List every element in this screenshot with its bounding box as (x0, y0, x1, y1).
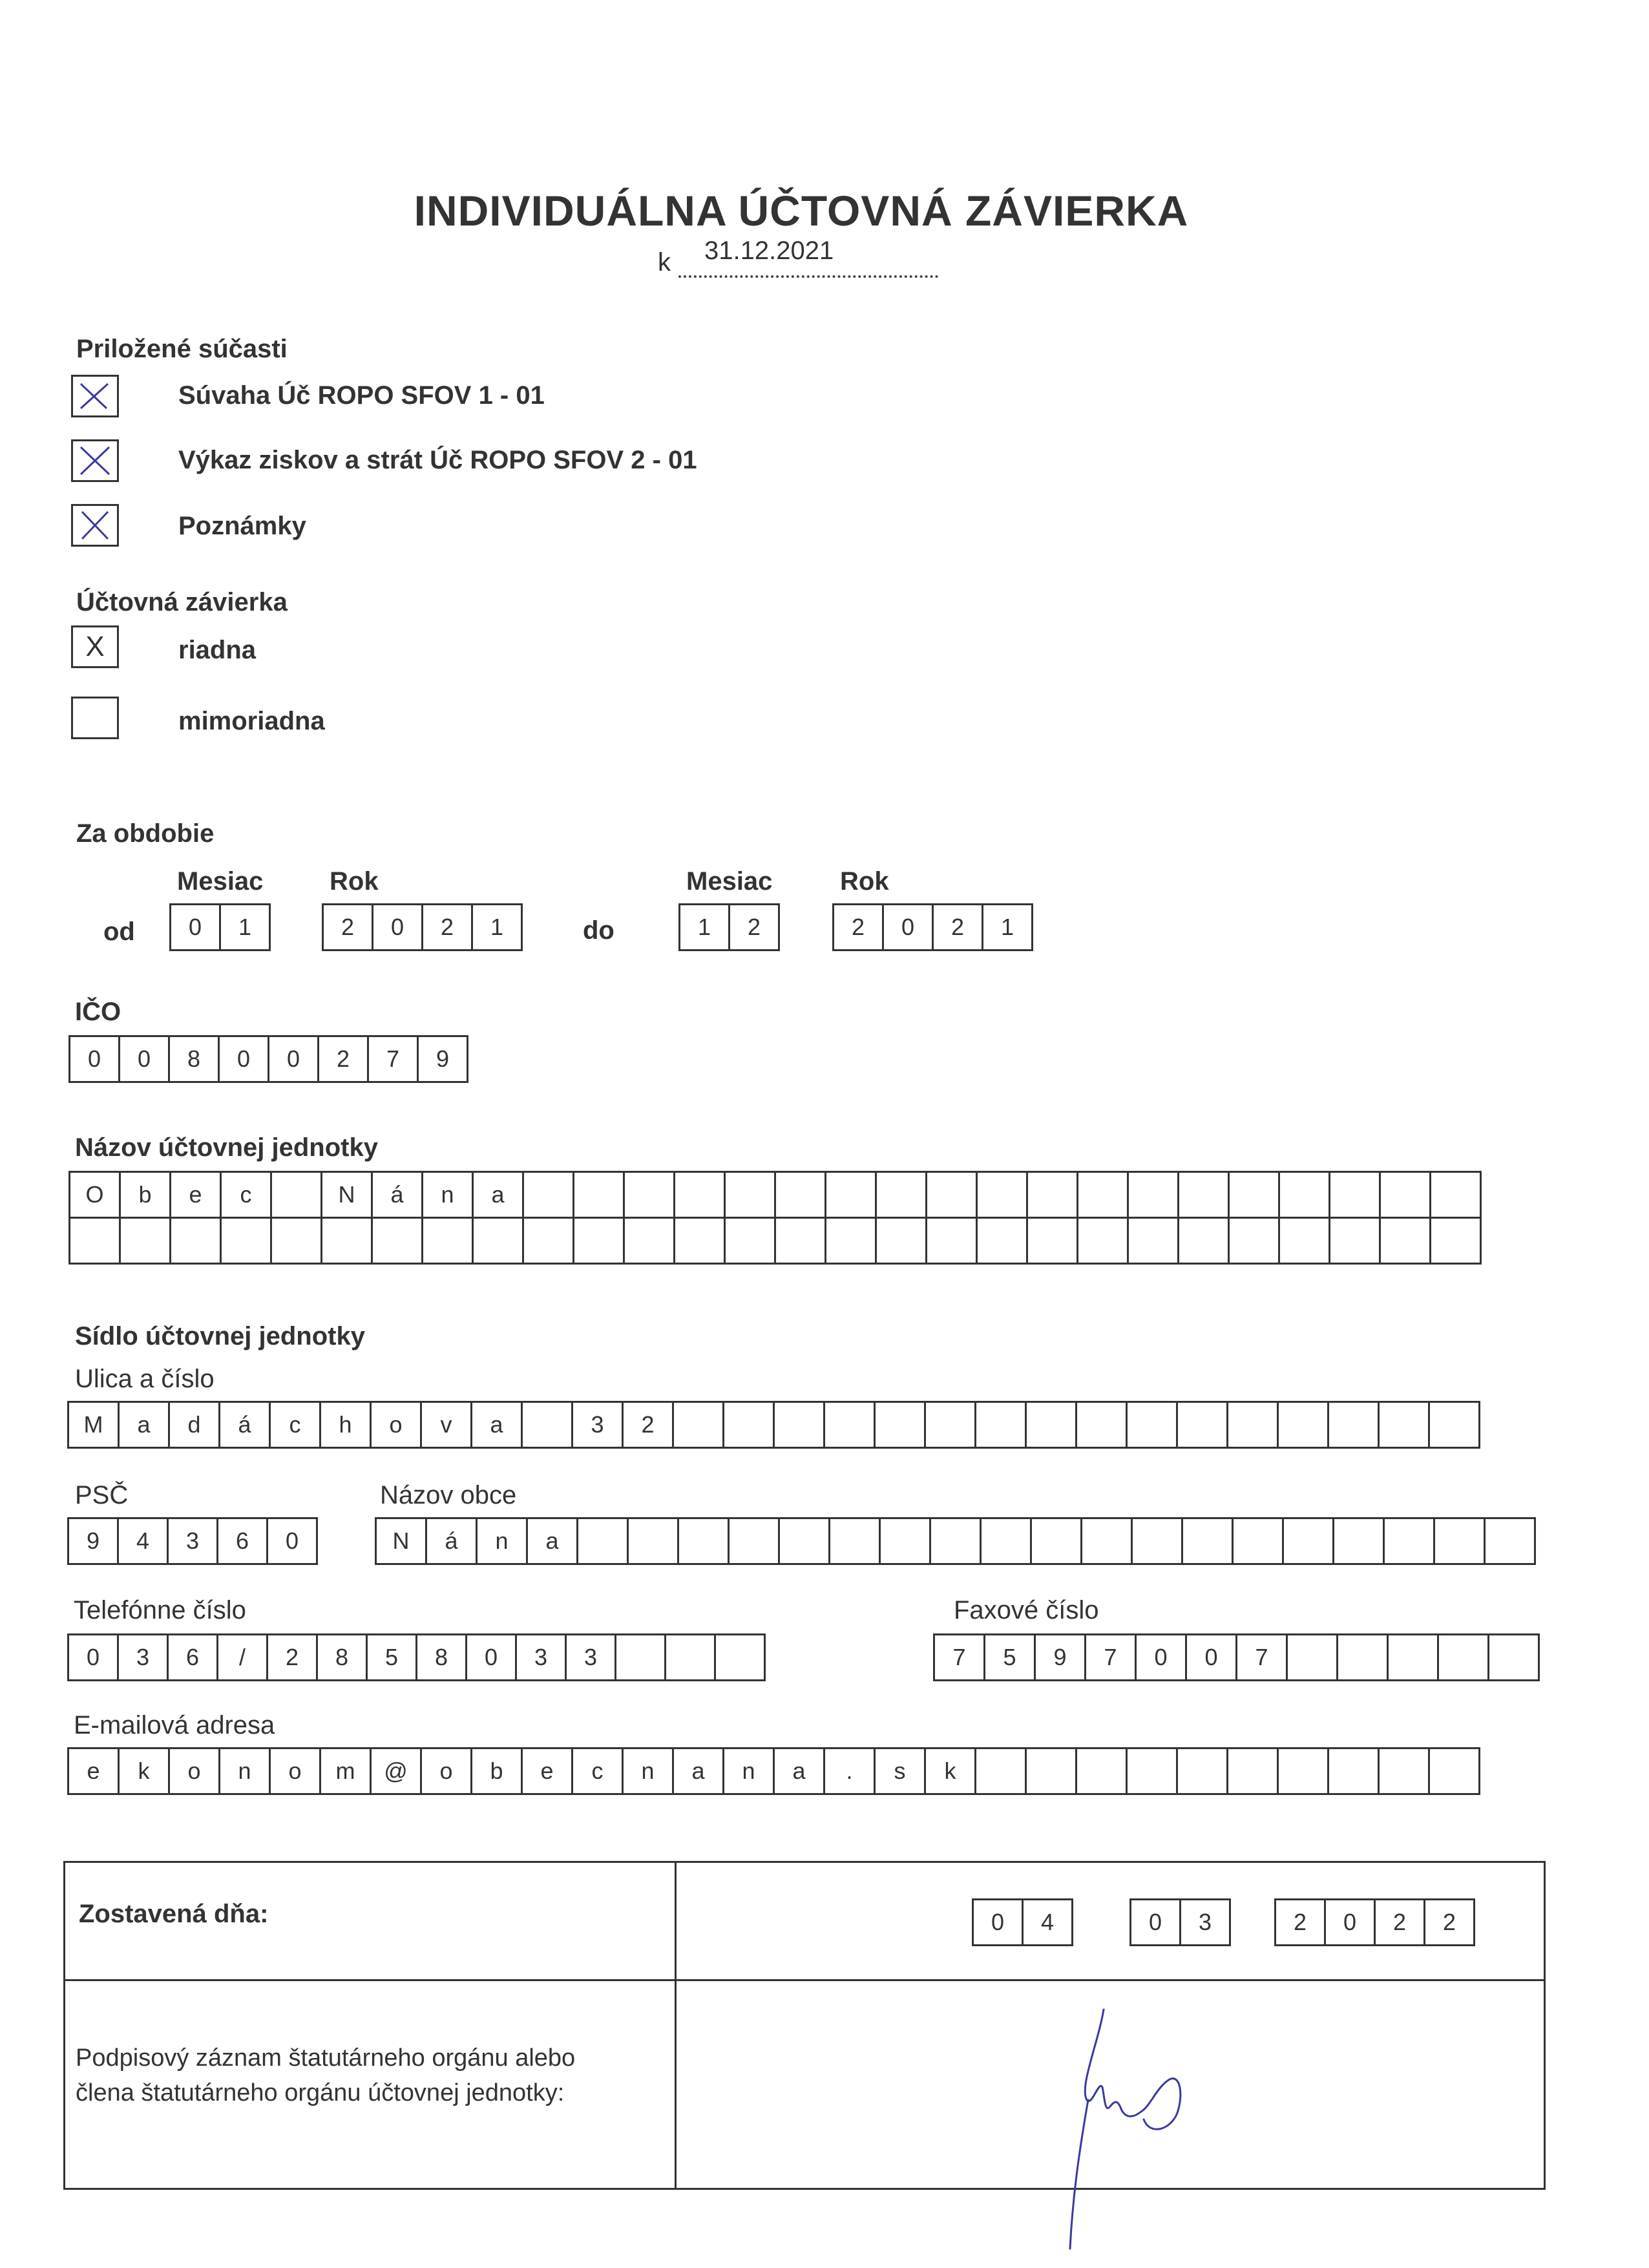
char-cell[interactable] (572, 1217, 625, 1265)
char-cell[interactable]: o (168, 1747, 220, 1795)
char-cell[interactable] (1428, 1401, 1480, 1449)
char-cell[interactable] (623, 1171, 675, 1219)
checkbox-poznamky[interactable] (71, 504, 119, 547)
email-cells[interactable] (67, 1747, 1480, 1795)
char-cell[interactable]: v (420, 1401, 472, 1449)
char-cell[interactable] (1176, 1747, 1228, 1795)
year-label: Rok (330, 867, 379, 896)
char-cell[interactable] (1327, 1401, 1380, 1449)
char-cell[interactable] (421, 1217, 474, 1265)
char-cell[interactable]: h (319, 1401, 372, 1449)
char-cell[interactable] (773, 1401, 825, 1449)
char-cell[interactable] (1181, 1517, 1234, 1565)
char-cell[interactable]: 0 (1135, 1633, 1187, 1681)
street-label: Ulica a číslo (75, 1365, 215, 1393)
attached-item-label: Poznámky (178, 512, 306, 540)
char-cell[interactable]: b (119, 1171, 171, 1219)
char-cell[interactable] (572, 1171, 625, 1219)
char-cell[interactable]: 2 (266, 1633, 318, 1681)
fax-cells[interactable] (933, 1633, 1540, 1681)
char-cell[interactable]: a (118, 1401, 170, 1449)
compiled-year-cells[interactable] (1274, 1898, 1475, 1946)
char-cell[interactable]: 2 (728, 903, 780, 951)
checkbox-suvaha[interactable] (71, 375, 119, 417)
char-cell[interactable]: o (269, 1747, 321, 1795)
char-cell[interactable]: 3 (571, 1401, 624, 1449)
char-cell[interactable]: 0 (118, 1035, 170, 1083)
char-cell[interactable]: 2 (1274, 1898, 1326, 1946)
closing-heading: Účtovná závierka (76, 588, 288, 616)
table-divider (675, 1861, 677, 2190)
char-cell[interactable]: s (874, 1747, 926, 1795)
char-cell[interactable]: 1 (678, 903, 730, 951)
char-cell[interactable] (728, 1517, 780, 1565)
phone-label: Telefónne číslo (74, 1596, 246, 1624)
char-cell[interactable]: 5 (983, 1633, 1036, 1681)
seat-label: Sídlo účtovnej jednotky (75, 1322, 365, 1350)
char-cell[interactable]: 2 (622, 1401, 674, 1449)
char-cell[interactable] (1030, 1517, 1082, 1565)
char-cell[interactable]: a (470, 1401, 523, 1449)
char-cell[interactable]: n (622, 1747, 674, 1795)
char-cell[interactable] (1487, 1633, 1540, 1681)
signature-label-line: člena štatutárneho orgánu účtovnej jednotky: (76, 2079, 565, 2106)
char-cell[interactable] (879, 1517, 931, 1565)
char-cell[interactable] (724, 1217, 776, 1265)
char-cell[interactable] (672, 1401, 724, 1449)
city-label: Názov obce (380, 1481, 517, 1509)
char-cell[interactable] (673, 1171, 726, 1219)
char-cell[interactable]: 8 (168, 1035, 220, 1083)
char-cell[interactable] (1277, 1401, 1329, 1449)
char-cell[interactable] (1387, 1633, 1439, 1681)
char-cell[interactable]: N (320, 1171, 373, 1219)
char-cell[interactable] (828, 1517, 881, 1565)
char-cell[interactable]: 8 (415, 1633, 467, 1681)
char-cell[interactable] (1226, 1747, 1279, 1795)
char-cell[interactable]: n (421, 1171, 474, 1219)
char-cell[interactable]: a (773, 1747, 825, 1795)
date-value[interactable]: 31.12.2021 (704, 236, 834, 265)
char-cell[interactable] (119, 1217, 171, 1265)
char-cell[interactable]: á (371, 1171, 423, 1219)
ico-label: IČO (75, 998, 121, 1026)
char-cell[interactable]: 0 (972, 1898, 1024, 1946)
char-cell[interactable]: 9 (417, 1035, 468, 1083)
char-cell[interactable]: @ (370, 1747, 422, 1795)
char-cell[interactable]: o (420, 1747, 472, 1795)
char-cell[interactable]: c (571, 1747, 624, 1795)
char-cell[interactable]: 0 (169, 903, 221, 951)
char-cell[interactable] (1282, 1517, 1334, 1565)
year-label: Rok (840, 867, 889, 896)
char-cell[interactable]: . (823, 1747, 876, 1795)
char-cell[interactable]: 5 (366, 1633, 417, 1681)
char-cell[interactable]: e (169, 1171, 222, 1219)
char-cell[interactable] (220, 1217, 272, 1265)
city-cells[interactable] (375, 1517, 1536, 1565)
char-cell[interactable] (714, 1633, 766, 1681)
char-cell[interactable]: n (218, 1747, 271, 1795)
to-month-cells[interactable] (678, 903, 780, 951)
period-heading: Za obdobie (76, 819, 215, 848)
char-cell[interactable] (976, 1217, 1028, 1265)
char-cell[interactable] (824, 1171, 877, 1219)
char-cell[interactable] (1437, 1633, 1489, 1681)
char-cell[interactable] (1329, 1171, 1381, 1219)
char-cell[interactable]: 0 (1185, 1633, 1237, 1681)
char-cell[interactable] (1126, 1747, 1178, 1795)
char-cell[interactable]: 3 (565, 1633, 616, 1681)
char-cell[interactable]: 4 (117, 1517, 169, 1565)
fax-label: Faxové číslo (954, 1596, 1099, 1624)
char-cell[interactable]: 0 (67, 1633, 119, 1681)
char-cell[interactable] (974, 1747, 1027, 1795)
char-cell[interactable] (1026, 1171, 1078, 1219)
char-cell[interactable] (875, 1217, 927, 1265)
char-cell[interactable]: 2 (421, 903, 473, 951)
checkbox-mimoriadna[interactable] (71, 697, 119, 739)
char-cell[interactable] (1277, 1747, 1329, 1795)
char-cell[interactable]: 9 (1034, 1633, 1086, 1681)
signature-label-line: Podpisový záznam štatutárneho orgánu alebo (76, 2044, 576, 2072)
char-cell[interactable] (1428, 1747, 1480, 1795)
char-cell[interactable] (974, 1401, 1027, 1449)
char-cell[interactable]: 1 (219, 903, 271, 951)
char-cell[interactable] (1177, 1171, 1230, 1219)
psc-label: PSČ (75, 1481, 129, 1509)
month-label: Mesiac (177, 867, 264, 896)
char-cell[interactable]: 0 (1129, 1898, 1181, 1946)
attached-item-label: Výkaz ziskov a strát Úč ROPO SFOV 2 - 01 (178, 446, 697, 474)
char-cell[interactable]: a (472, 1171, 524, 1219)
name-row1-cells[interactable] (68, 1171, 1482, 1219)
char-cell[interactable] (1176, 1401, 1228, 1449)
char-cell[interactable]: 0 (68, 1035, 120, 1083)
char-cell[interactable] (1025, 1401, 1077, 1449)
char-cell[interactable]: 9 (67, 1517, 119, 1565)
name-row2-cells[interactable] (68, 1217, 1482, 1265)
signature-label (76, 2041, 575, 2110)
char-cell[interactable] (1177, 1217, 1230, 1265)
char-cell[interactable] (1080, 1517, 1133, 1565)
char-cell[interactable] (1329, 1217, 1381, 1265)
char-cell[interactable] (1026, 1217, 1078, 1265)
char-cell[interactable]: 3 (167, 1517, 218, 1565)
char-cell[interactable] (722, 1401, 775, 1449)
month-label: Mesiac (686, 867, 773, 896)
compiled-month-cells[interactable] (1129, 1898, 1231, 1946)
char-cell[interactable]: c (269, 1401, 321, 1449)
char-cell[interactable] (1429, 1217, 1482, 1265)
char-cell[interactable]: N (375, 1517, 427, 1565)
char-cell[interactable]: 0 (218, 1035, 269, 1083)
char-cell[interactable] (169, 1217, 222, 1265)
char-cell[interactable] (522, 1217, 574, 1265)
cross-mark-icon (77, 380, 113, 412)
char-cell[interactable]: 2 (1423, 1898, 1475, 1946)
char-cell[interactable]: / (216, 1633, 268, 1681)
char-cell[interactable]: n (476, 1517, 528, 1565)
char-cell[interactable] (1429, 1171, 1482, 1219)
char-cell[interactable] (774, 1171, 826, 1219)
char-cell[interactable] (1131, 1517, 1183, 1565)
char-cell[interactable] (472, 1217, 524, 1265)
char-cell[interactable] (823, 1401, 876, 1449)
closing-item-label: riadna (178, 636, 257, 664)
to-label: do (583, 916, 614, 945)
char-cell[interactable]: k (118, 1747, 170, 1795)
compiled-label: Zostavená dňa: (79, 1900, 269, 1928)
char-cell[interactable] (1327, 1747, 1380, 1795)
char-cell[interactable] (774, 1217, 826, 1265)
char-cell[interactable] (1075, 1401, 1128, 1449)
cross-mark-icon (77, 445, 113, 477)
char-cell[interactable]: b (470, 1747, 523, 1795)
char-cell[interactable]: M (67, 1401, 120, 1449)
char-cell[interactable] (1077, 1217, 1129, 1265)
char-cell[interactable]: 6 (167, 1633, 218, 1681)
char-cell[interactable] (1433, 1517, 1486, 1565)
to-year-cells[interactable] (832, 903, 1033, 951)
char-cell[interactable] (270, 1217, 322, 1265)
char-cell[interactable]: 2 (1374, 1898, 1425, 1946)
char-cell[interactable] (1127, 1171, 1179, 1219)
date-dotted-line (678, 275, 938, 278)
char-cell[interactable]: 2 (832, 903, 884, 951)
char-cell[interactable]: k (924, 1747, 976, 1795)
checkbox-vykaz[interactable] (71, 439, 119, 482)
char-cell[interactable]: 6 (216, 1517, 268, 1565)
char-cell[interactable]: 0 (1324, 1898, 1376, 1946)
char-cell[interactable]: o (370, 1401, 422, 1449)
char-cell[interactable] (1075, 1747, 1128, 1795)
attached-item-label: Súvaha Úč ROPO SFOV 1 - 01 (178, 381, 545, 410)
char-cell[interactable]: 2 (322, 903, 373, 951)
char-cell[interactable] (677, 1517, 730, 1565)
char-cell[interactable]: n (722, 1747, 775, 1795)
char-cell[interactable] (976, 1171, 1028, 1219)
char-cell[interactable]: 7 (1235, 1633, 1288, 1681)
psc-cells[interactable] (67, 1517, 318, 1565)
handwritten-signature (1008, 2003, 1254, 2262)
char-cell[interactable] (874, 1401, 926, 1449)
char-cell[interactable]: 0 (882, 903, 934, 951)
char-cell[interactable]: 1 (471, 903, 523, 951)
char-cell[interactable]: m (319, 1747, 372, 1795)
phone-cells[interactable] (67, 1633, 766, 1681)
char-cell[interactable]: 2 (932, 903, 983, 951)
char-cell[interactable]: á (218, 1401, 271, 1449)
char-cell[interactable] (1378, 1401, 1430, 1449)
from-label: od (103, 918, 135, 946)
char-cell[interactable]: 3 (515, 1633, 567, 1681)
char-cell[interactable] (1379, 1217, 1431, 1265)
char-cell[interactable]: 2 (317, 1035, 369, 1083)
char-cell[interactable]: á (425, 1517, 478, 1565)
cross-mark-icon (77, 509, 113, 541)
char-cell[interactable] (1336, 1633, 1389, 1681)
char-cell[interactable]: 3 (1179, 1898, 1231, 1946)
char-cell[interactable] (673, 1217, 726, 1265)
from-year-cells[interactable] (322, 903, 523, 951)
char-cell[interactable] (929, 1517, 982, 1565)
char-cell[interactable] (925, 1171, 978, 1219)
char-cell[interactable]: 0 (266, 1517, 318, 1565)
date-prefix: k (658, 248, 671, 277)
char-cell[interactable] (1232, 1517, 1284, 1565)
char-cell[interactable]: O (68, 1171, 121, 1219)
char-cell[interactable]: 7 (1084, 1633, 1137, 1681)
char-cell[interactable] (875, 1171, 927, 1219)
char-cell[interactable] (1379, 1171, 1431, 1219)
char-cell[interactable] (270, 1171, 322, 1219)
char-cell[interactable]: 7 (367, 1035, 419, 1083)
char-cell[interactable]: a (672, 1747, 724, 1795)
char-cell[interactable] (925, 1217, 978, 1265)
char-cell[interactable] (1025, 1747, 1077, 1795)
char-cell[interactable] (68, 1217, 121, 1265)
email-label: E-mailová adresa (74, 1711, 275, 1739)
char-cell[interactable] (522, 1171, 574, 1219)
char-cell[interactable]: 1 (982, 903, 1033, 951)
checkbox-riadna[interactable]: X (71, 625, 119, 668)
char-cell[interactable]: e (521, 1747, 573, 1795)
char-cell[interactable] (1286, 1633, 1338, 1681)
char-cell[interactable] (1278, 1217, 1330, 1265)
char-cell[interactable]: e (67, 1747, 120, 1795)
from-month-cells[interactable] (169, 903, 271, 951)
closing-item-label: mimoriadna (178, 707, 325, 735)
char-cell[interactable] (1077, 1171, 1129, 1219)
char-cell[interactable] (576, 1517, 629, 1565)
char-cell[interactable]: 0 (465, 1633, 517, 1681)
char-cell[interactable]: 0 (268, 1035, 319, 1083)
char-cell[interactable] (1126, 1401, 1178, 1449)
char-cell[interactable] (824, 1217, 877, 1265)
char-cell[interactable] (1228, 1171, 1280, 1219)
char-cell[interactable]: 3 (117, 1633, 169, 1681)
char-cell[interactable]: 0 (372, 903, 423, 951)
char-cell[interactable] (1226, 1401, 1279, 1449)
char-cell[interactable] (521, 1401, 573, 1449)
char-cell[interactable] (627, 1517, 679, 1565)
char-cell[interactable] (614, 1633, 666, 1681)
char-cell[interactable] (1383, 1517, 1435, 1565)
char-cell[interactable] (371, 1217, 423, 1265)
char-cell[interactable] (1127, 1217, 1179, 1265)
char-cell[interactable] (1484, 1517, 1536, 1565)
char-cell[interactable]: 4 (1022, 1898, 1073, 1946)
char-cell[interactable]: c (220, 1171, 272, 1219)
char-cell[interactable] (1332, 1517, 1385, 1565)
char-cell[interactable]: 8 (316, 1633, 368, 1681)
char-cell[interactable]: 7 (933, 1633, 985, 1681)
char-cell[interactable] (924, 1401, 976, 1449)
char-cell[interactable] (778, 1517, 830, 1565)
char-cell[interactable] (664, 1633, 716, 1681)
street-cells[interactable] (67, 1401, 1480, 1449)
char-cell[interactable]: a (526, 1517, 578, 1565)
name-label: Názov účtovnej jednotky (75, 1133, 378, 1162)
attached-heading: Priložené súčasti (76, 335, 288, 363)
char-cell[interactable] (623, 1217, 675, 1265)
ico-cells[interactable] (68, 1035, 468, 1083)
page-title: INDIVIDUÁLNA ÚČTOVNÁ ZÁVIERKA (414, 187, 1189, 235)
char-cell[interactable] (1378, 1747, 1430, 1795)
compiled-day-cells[interactable] (972, 1898, 1073, 1946)
char-cell[interactable]: d (168, 1401, 220, 1449)
char-cell[interactable] (1278, 1171, 1330, 1219)
char-cell[interactable] (980, 1517, 1032, 1565)
char-cell[interactable] (724, 1171, 776, 1219)
table-divider (63, 1979, 1546, 1981)
char-cell[interactable] (1228, 1217, 1280, 1265)
char-cell[interactable] (320, 1217, 373, 1265)
